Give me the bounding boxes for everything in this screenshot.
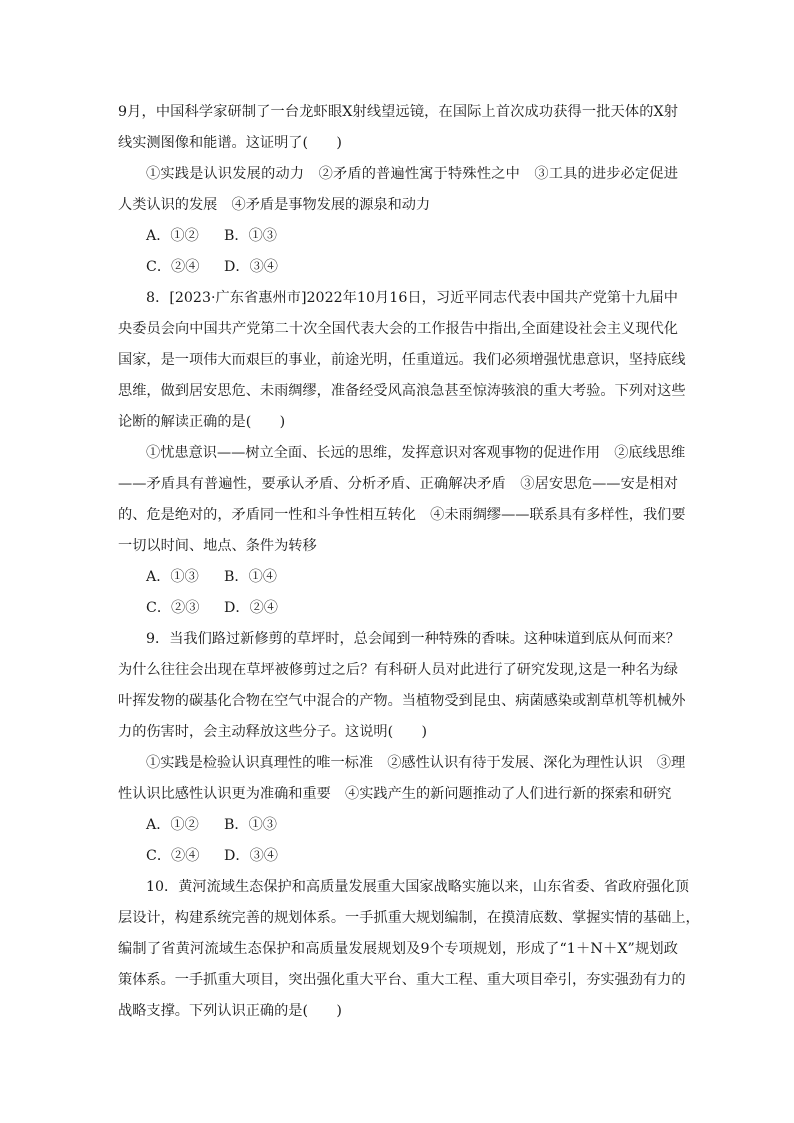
q8-statements-line-2: ——矛盾具有普遍性，要承认矛盾、分析矛盾、正确解决矛盾 ③居安思危——安是相对: [118, 476, 678, 492]
q9-option-b: B．①③: [224, 817, 277, 833]
q7-option-b: B．①③: [224, 228, 277, 244]
q8-statements-line-3: 的、危是绝对的，矛盾同一性和斗争性相互转化 ④未雨绸缪——联系具有多样性，我们要: [118, 507, 686, 523]
q8-option-d: D．②④: [224, 600, 278, 616]
q8-option-a: A．①③: [146, 569, 199, 585]
q9-stem-line-4: 力的伤害时，会主动释放这些分子。这说明( ): [118, 724, 428, 740]
q9-option-a: A．①②: [146, 817, 199, 833]
q8-stem-line-2: 央委员会向中国共产党第二十次全国代表大会的工作报告中指出,全面建设社会主义现代化: [118, 321, 678, 337]
q9-stem-line-1: 9．当我们路过新修剪的草坪时，总会闻到一种特殊的香味。这种味道到底从何而来？: [146, 631, 680, 647]
q8-statements-line-4: 一切以时间、地点、条件为转移: [118, 538, 317, 554]
q10-stem-line-3: 编制了省黄河流域生态保护和高质量发展规划及9个专项规划，形成了“1＋N＋X”规划政: [118, 941, 678, 957]
q10-stem-line-2: 层设计，构建系统完善的规划体系。一手抓重大规划编制，在摸清底数、掌握实情的基础上，: [118, 910, 700, 926]
q7-option-c: C．②④: [146, 259, 200, 275]
q9-option-d: D．③④: [224, 848, 278, 864]
q9-option-c: C．②④: [146, 848, 200, 864]
q8-stem-line-4: 思维，做到居安思危、未雨绸缪，准备经受风高浪急甚至惊涛骇浪的重大考验。下列对这些: [118, 383, 686, 399]
q8-option-c: C．②③: [146, 600, 200, 616]
q10-stem-line-1: 10．黄河流域生态保护和高质量发展重大国家战略实施以来，山东省委、省政府强化顶: [146, 879, 689, 895]
q9-statements-line-1: ①实践是检验认识真理性的唯一标准 ②感性认识有待于发展、深化为理性认识 ③理: [146, 755, 686, 771]
q9-stem-line-3: 叶挥发物的碳基化合物在空气中混合的产物。当植物受到昆虫、病菌感染或割草机等机械外: [118, 693, 686, 709]
q7-option-a: A．①②: [146, 228, 199, 244]
q7-stem-line-1: 9月，中国科学家研制了一台龙虾眼X射线望远镜，在国际上首次成功获得一批天体的X射: [118, 104, 678, 120]
q8-option-b: B．①④: [224, 569, 277, 585]
q7-option-d: D．③④: [224, 259, 278, 275]
q7-statements-line-2: 人类认识的发展 ④矛盾是事物发展的源泉和动力: [118, 197, 431, 213]
q8-stem-line-3: 国家，是一项伟大而艰巨的事业，前途光明，任重道远。我们必须增强忧患意识，坚持底线: [118, 352, 686, 368]
q7-statements-line-1: ①实践是认识发展的动力 ②矛盾的普遍性寓于特殊性之中 ③工具的进步必定促进: [146, 166, 678, 182]
q10-stem-line-5: 战略支撑。下列认识正确的是( ): [118, 1003, 342, 1019]
q9-stem-line-2: 为什么往往会出现在草坪被修剪过之后？有科研人员对此进行了研究发现,这是一种名为绿: [118, 662, 678, 678]
q8-stem-line-1: 8．[2023·广东省惠州市]2022年10月16日，习近平同志代表中国共产党第十九届中: [146, 290, 678, 306]
q8-stem-line-5: 论断的解读正确的是( ): [118, 414, 286, 430]
q10-stem-line-4: 策体系。一手抓重大项目，突出强化重大平台、重大工程、重大项目牵引，夯实强劲有力的: [118, 972, 686, 988]
q9-statements-line-2: 性认识比感性认识更为准确和重要 ④实践产生的新问题推动了人们进行新的探索和研究: [118, 786, 672, 802]
q8-statements-line-1: ①忧患意识——树立全面、长远的思维，发挥意识对客观事物的促进作用 ②底线思维: [146, 445, 686, 461]
q7-stem-line-2: 线实测图像和能谱。这证明了( ): [118, 135, 342, 151]
